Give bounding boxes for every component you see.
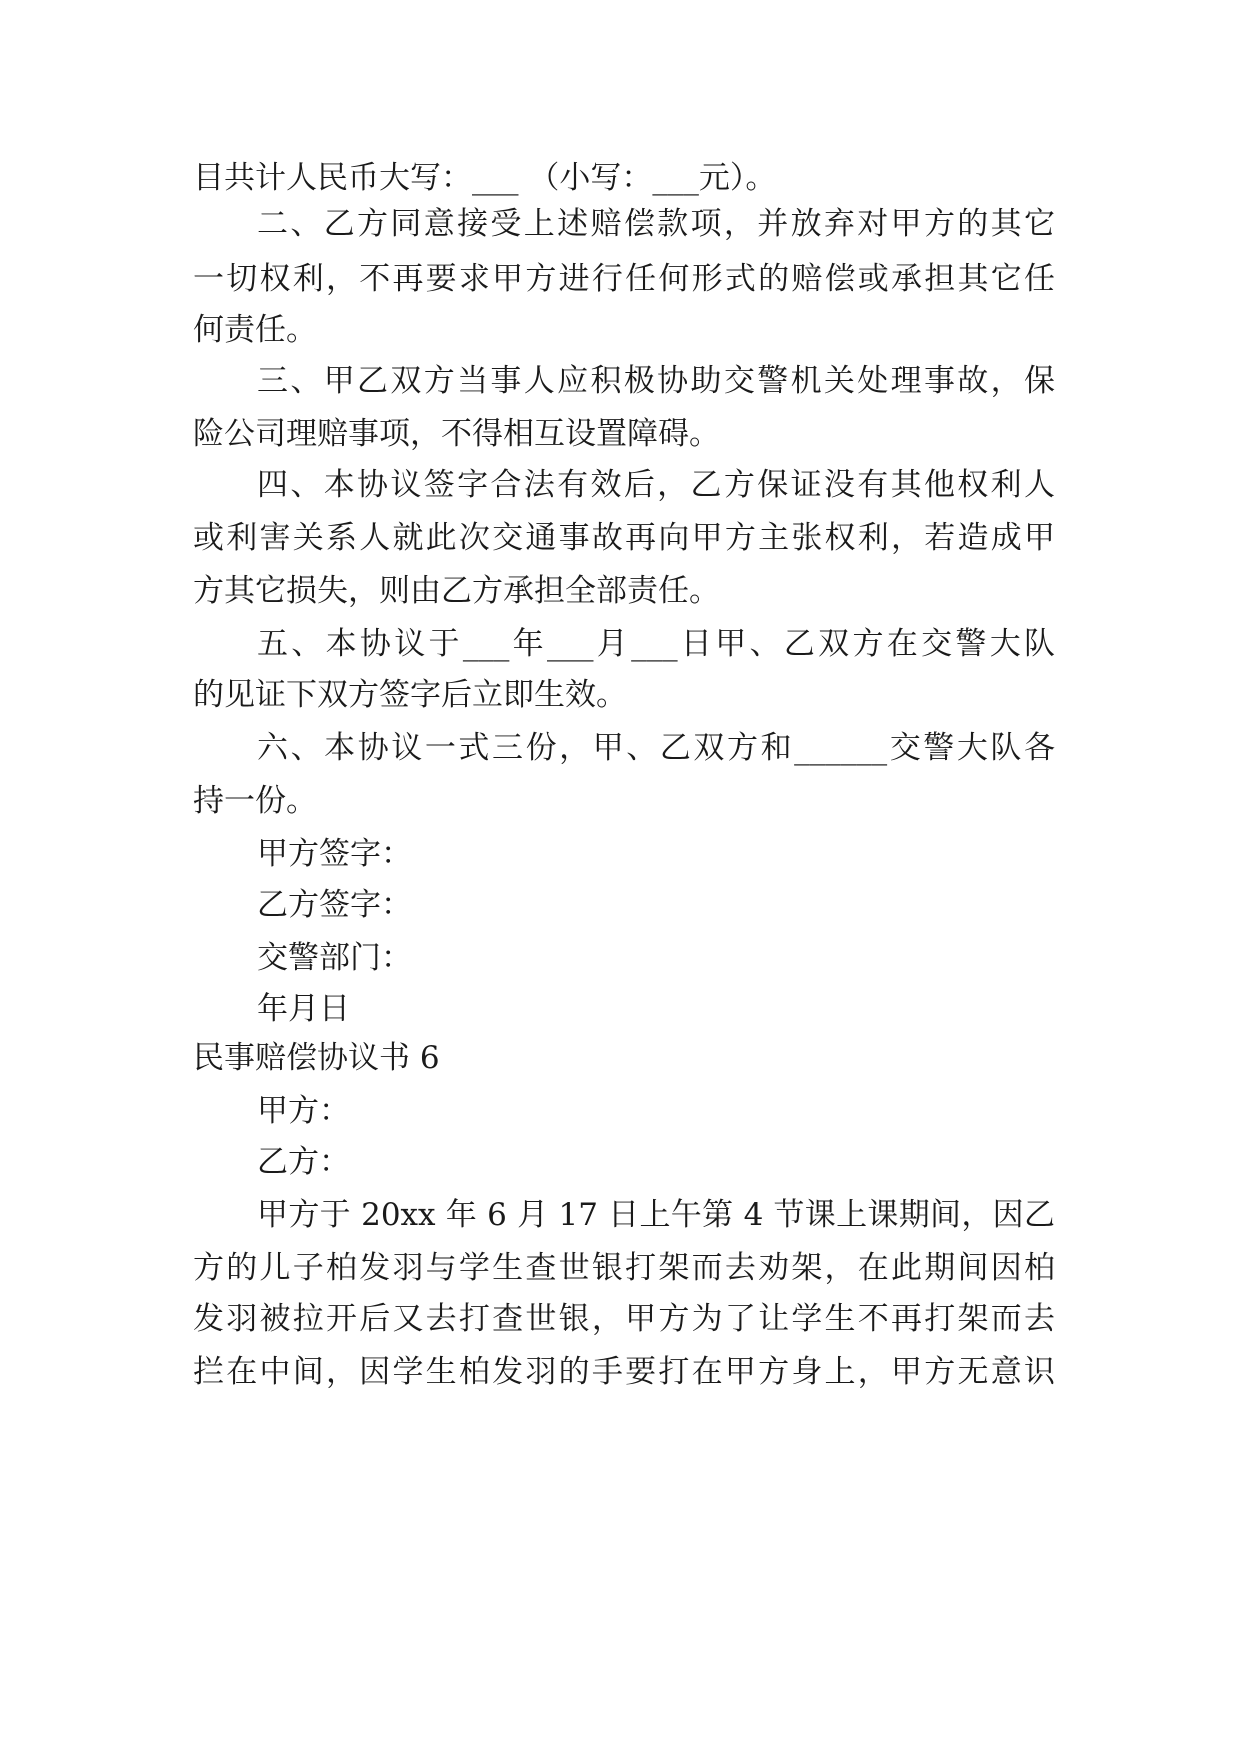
text-line: 五、本协议于___年___月___日甲、乙双方在交警大队	[257, 626, 1055, 662]
text-line: 的见证下双方签字后立即生效。	[193, 677, 627, 713]
text-line: 甲方签字：	[257, 836, 412, 872]
text-line: 甲方：	[257, 1093, 350, 1129]
text-line: 交警部门：	[257, 940, 412, 976]
text-line: 三、甲乙双方当事人应积极协助交警机关处理事故，保	[257, 363, 1055, 399]
text-line: 二、乙方同意接受上述赔偿款项，并放弃对甲方的其它	[257, 206, 1055, 242]
text-line: 一切权利，不再要求甲方进行任何形式的赔偿或承担其它任	[193, 261, 1055, 297]
text-line: 乙方：	[257, 1144, 350, 1180]
text-line: 险公司理赔事项，不得相互设置障碍。	[193, 416, 720, 452]
text-line: 目共计人民币大写：___ （小写：___元）。	[193, 160, 777, 196]
text-line: 年月日	[257, 991, 350, 1027]
text-line: 拦在中间，因学生柏发羽的手要打在甲方身上，甲方无意识	[193, 1354, 1055, 1390]
text-line: 方其它损失，则由乙方承担全部责任。	[193, 573, 720, 609]
text-line: 或利害关系人就此次交通事故再向甲方主张权利，若造成甲	[193, 520, 1055, 556]
section-title: 民事赔偿协议书 6	[193, 1040, 440, 1076]
text-line: 发羽被拉开后又去打查世银，甲方为了让学生不再打架而去	[193, 1301, 1055, 1337]
text-line: 乙方签字：	[257, 887, 412, 923]
text-line: 持一份。	[193, 783, 317, 819]
text-line: 方的儿子柏发羽与学生查世银打架而去劝架，在此期间因柏	[193, 1250, 1055, 1286]
text-line: 六、本协议一式三份，甲、乙双方和______交警大队各	[257, 730, 1055, 766]
text-line: 何责任。	[193, 312, 317, 348]
text-line: 甲方于 20xx 年 6 月 17 日上午第 4 节课上课期间，因乙	[257, 1197, 1055, 1233]
text-line: 四、本协议签字合法有效后，乙方保证没有其他权利人	[257, 467, 1055, 503]
